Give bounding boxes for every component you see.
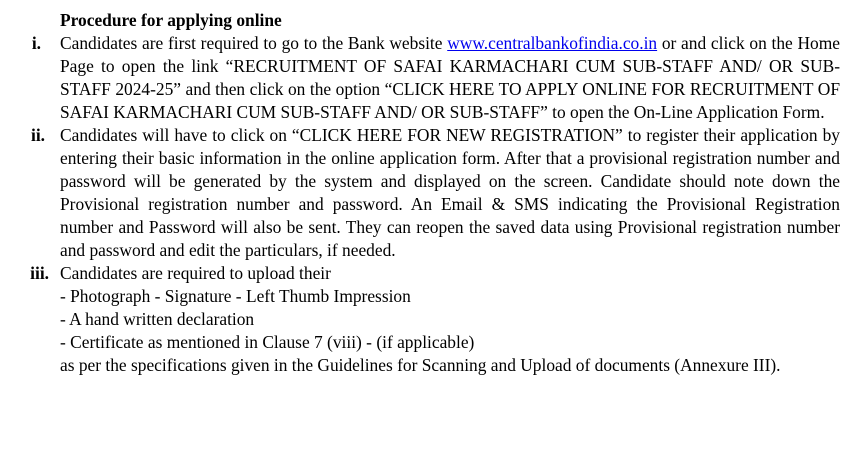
- list-item-1: [0, 32, 856, 124]
- item-closing: as per the specifications given in the Guidelines for Scanning and Upload of documents (Annexure III).: [60, 355, 781, 375]
- item-text: Candidates are first required to go to the Bank website: [60, 33, 448, 53]
- list-item-2: [0, 124, 856, 262]
- item-intro: Candidates are required to upload their: [60, 263, 331, 283]
- item-number: ii.: [30, 125, 45, 145]
- list-item-3: [0, 262, 856, 377]
- upload-requirement: - A hand written declaration: [60, 309, 255, 329]
- item-number: iii.: [30, 263, 49, 283]
- upload-requirement: - Certificate as mentioned in Clause 7 (viii) - (if applicable): [60, 332, 475, 352]
- section-heading: Procedure for applying online: [60, 10, 282, 30]
- item-paragraph: [60, 32, 840, 124]
- item-paragraph: [60, 262, 840, 377]
- item-number: i.: [31, 33, 41, 53]
- upload-requirement: - Photograph - Signature - Left Thumb Impression: [60, 286, 411, 306]
- item-text: or and click on the Home Page to open the link “RECRUITMENT OF SAFAI KARMACHARI CUM SUB-STAFF AND/ OR SUB-STAFF 2024-25” and then click on the option “CLICK HERE TO APPLY ONLINE FOR RECRUITMENT OF SAFAI KARMACHARI CUM SUB-STAFF AND/ OR SUB-STAFF” to open the On-Line Application Form.: [60, 33, 840, 122]
- item-paragraph: Candidates will have to click on “CLICK HERE FOR NEW REGISTRATION” to register their application by entering their basic information in the online application form. After that a provisional registration number and password will be generated by the system and displayed on the screen. Candidate should note down the Provisional registration number and password. An Email & SMS indicating the Provisional Registration number and Password will also be sent. They can reopen the saved data using Provisional registration number and password and edit the particulars, if needed.: [60, 125, 840, 260]
- bank-website-link[interactable]: www.centralbankofindia.co.in: [447, 33, 658, 53]
